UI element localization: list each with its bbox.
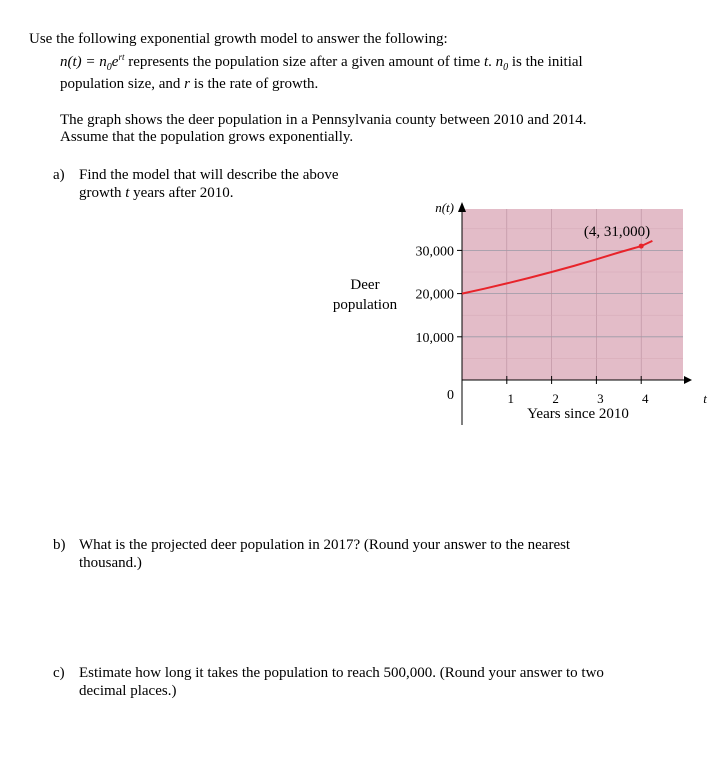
question-b-line-2: thousand.) — [79, 555, 142, 571]
rate-text-b: is the rate of growth. — [189, 76, 319, 92]
y-axis-label-line-2: population — [332, 297, 398, 313]
y-axis-arrow — [458, 202, 466, 212]
equation-lhs: n(t) = n — [60, 54, 107, 70]
y-axis-symbol: n(t) — [435, 200, 454, 215]
n0-variable: n — [495, 54, 504, 70]
question-c-line-1: Estimate how long it takes the population to reach 500,000. (Round your answer to two — [79, 665, 604, 681]
x-tick-label: 3 — [597, 391, 604, 406]
separator: . — [488, 54, 496, 70]
question-a-text-a: growth — [79, 185, 126, 201]
n0-subscript: 0 — [503, 62, 509, 73]
y-tick-label: 0 — [447, 388, 454, 403]
n0-description: is the initial — [508, 54, 583, 70]
question-b-line-1: What is the projected deer population in 2017? (Round your answer to the nearest — [79, 537, 571, 553]
equation-description: represents the population size after a given amount of time — [124, 54, 484, 70]
question-b-label: b) — [53, 537, 66, 553]
y-tick-label: 20,000 — [415, 287, 454, 303]
context-line-1: The graph shows the deer population in a Pennsylvania county between 2010 and 2014. — [60, 112, 587, 128]
equation-subscript: 0 — [106, 62, 112, 73]
question-c-label: c) — [53, 665, 65, 681]
x-axis-symbol: t — [703, 391, 707, 406]
rate-text-a: population size, and — [60, 76, 185, 92]
equation-e: e — [111, 54, 119, 70]
x-axis-arrow — [684, 376, 692, 384]
y-tick-label: 30,000 — [415, 244, 454, 260]
x-axis-label: Years since 2010 — [527, 406, 629, 422]
x-tick-label: 1 — [507, 391, 515, 406]
question-a-label: a) — [53, 167, 65, 183]
y-tick-label: 10,000 — [415, 330, 454, 346]
equation-exponent: rt — [118, 52, 125, 62]
question-a-line-1: Find the model that will describe the above — [79, 167, 339, 183]
t-variable: t — [483, 54, 489, 70]
x-tick-label: 4 — [641, 391, 649, 406]
data-point — [639, 244, 644, 249]
instruction-text: Use the following exponential growth model to answer the following: — [29, 31, 448, 47]
context-line-2: Assume that the population grows exponentially. — [60, 129, 354, 145]
question-a-t-variable: t — [125, 185, 130, 201]
question-a-text-b: years after 2010. — [129, 185, 234, 201]
data-point-label: (4, 31,000) — [583, 224, 651, 240]
y-axis-label-line-1: Deer — [350, 277, 380, 293]
question-c-line-2: decimal places.) — [79, 683, 177, 699]
x-tick-label: 2 — [552, 391, 559, 406]
r-variable: r — [184, 76, 190, 92]
